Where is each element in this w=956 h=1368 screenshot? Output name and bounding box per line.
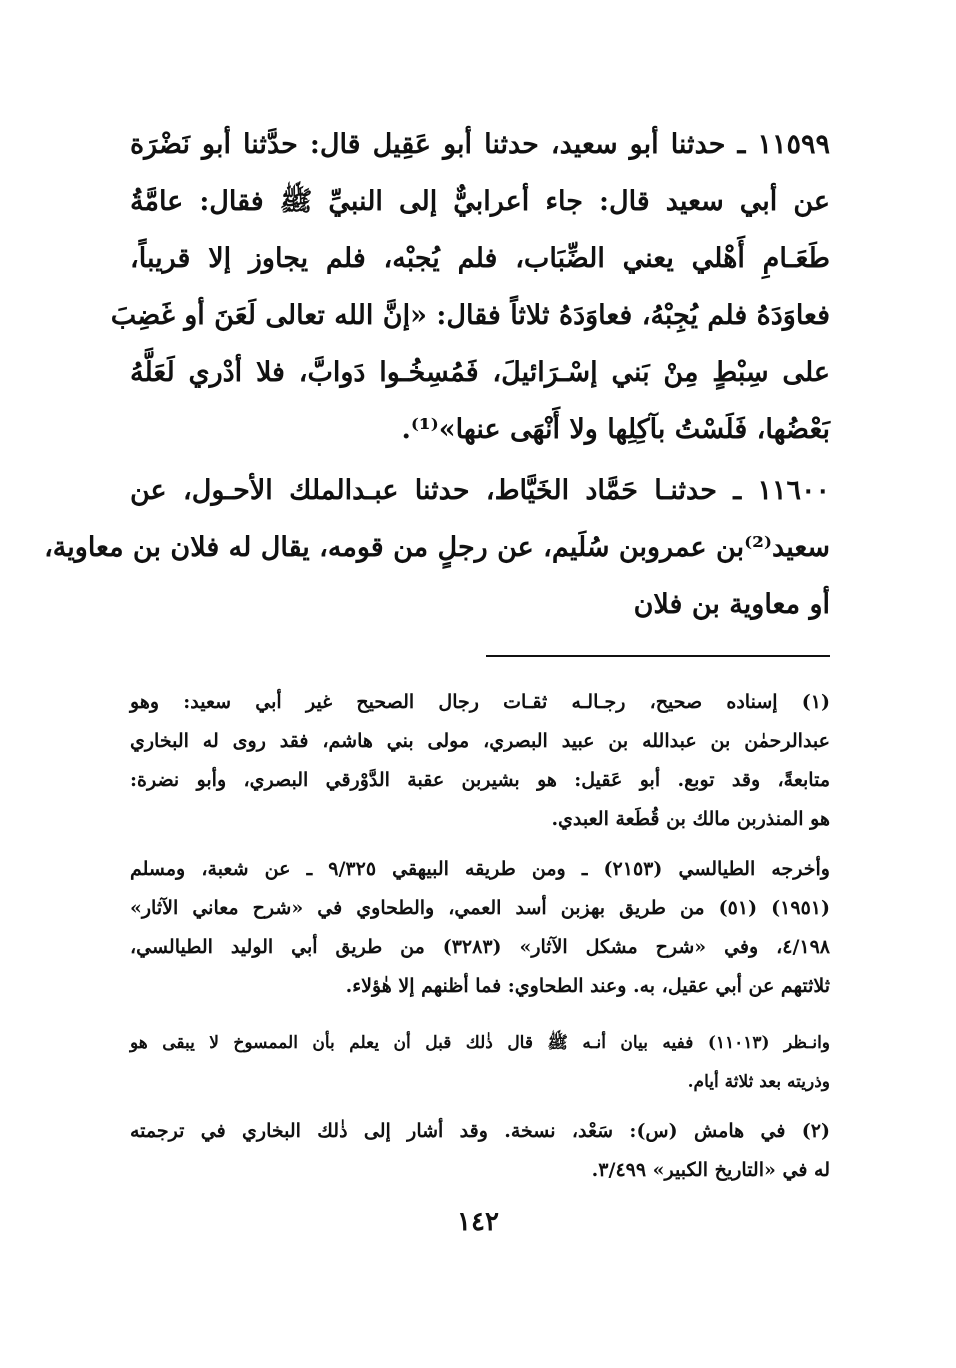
footnote-line: (١) إسناده صحيح، رجـالـه ثقـات رجال الصحيح غير أبي سعيد: وهو — [130, 691, 830, 713]
hadith-11599-line-4: فعاوَدَهُ فلم يُجِبْهُ، فعاوَدَهُ ثلاثاً فقال: «إنَّ الله تعالى لَعَنَ أو غَضِبَ — [110, 300, 830, 331]
footnote-line: هو المنذربن مالك بن قُطَعة العبدي. — [551, 808, 830, 830]
hadith-11599-line-3: طَعَـامِ أَهْلي يعني الضِّبَاب، فلم يُجبْه، فلم يجاوز إلا قريباً، — [130, 243, 830, 274]
hadith-11600-line-2: سعيد⁽²⁾بن عمروبن سُلَيم، عن رجلٍ من قومه، يقال له فلان بن معاوية، — [44, 532, 830, 563]
hadith-11599 — [110, 116, 830, 458]
hadith-11600-line-1: ١١٦٠٠ ـ حدثنـا حَمَّاد الخَيَّاط، حدثنا عبـدالملك الأحـول، عن — [130, 475, 830, 506]
hadith-11599-line-6: بَعْضُها، فَلَسْتُ بآكِلِها ولا أَنْهَى عنها»⁽¹⁾. — [401, 414, 830, 445]
footnote-line: ٤/١٩٨، وفي «شرح مشكل الآثار» (٣٢٨٣) من طريق أبي الوليد الطيالسي، — [130, 936, 830, 958]
footnote-line: متابعةً، وقد توبع. أبو عَقيل: هو بشيربن عقبة الدَّوْرقي البصري، وأبو نضرة: — [130, 769, 830, 791]
footnote-separator — [486, 655, 830, 657]
footnote-line: ثلاثتهم عن أبي عقيل، به. وعند الطحاوي: فما أظنهم إلا هٰؤلاء. — [345, 975, 830, 997]
footnote-line: له في «التاريخ الكبير» ٣/٤٩٩. — [591, 1159, 830, 1181]
footnote-1-paragraph-3 — [130, 1024, 830, 1102]
hadith-11599-line-5: على سِبْطٍ مِنْ بَني إسْـرَائيلَ، فَمُسِخُـوا دَوابَّ، فلا أدْري لَعَلَّهُ — [130, 357, 830, 388]
footnote-line: (١٩٥١) (٥١) من طريق بهزبن أسد العمي، والطحاوي في «شرح معاني الآثار» — [130, 897, 830, 919]
footnote-line: وذريته بعد ثلاثة أيام. — [687, 1072, 830, 1092]
footnote-line: عبدالرحمٰن بن عبدالله بن عبيد البصري، مولى بني هاشم، فقد روى له البخاري — [130, 730, 830, 752]
page-number: ١٤٢ — [457, 1207, 499, 1237]
hadith-11599-line-2: عن أبي سعيد قال: جاء أعرابيٌّ إلى النبيِّ ﷺ فقال: عامَّةُ — [130, 186, 830, 217]
footnote-2 — [130, 1112, 830, 1190]
footnote-line: (٢) في هامش (س): سَعْد، نسخة. وقد أشار إلى ذٰلك البخاري في ترجمته — [130, 1120, 830, 1142]
footnote-line: وأخرجه الطيالسي (٢١٥٣) ـ ومن طريقه البيهقي ٩/٣٢٥ ـ عن شعبة، ومسلم — [130, 858, 830, 880]
hadith-11600 — [44, 462, 830, 633]
footnote-1-paragraph-2 — [130, 850, 830, 1006]
hadith-11600-line-3: أو معاوية بن فلان — [633, 589, 830, 620]
hadith-11599-line-1: ١١٥٩٩ ـ حدثنا أبو سعيد، حدثنا أبو عَقِيل قال: حدَّثنا أبو نَضْرَة — [130, 129, 830, 160]
footnote-1-paragraph-1 — [130, 683, 830, 839]
footnote-line: وانـظر (١١٠١٣) ففيه بيان أنـه ﷺ قال ذٰلك قبل أن يعلم بأن الممسوخ لا يبقى هو — [130, 1033, 830, 1053]
